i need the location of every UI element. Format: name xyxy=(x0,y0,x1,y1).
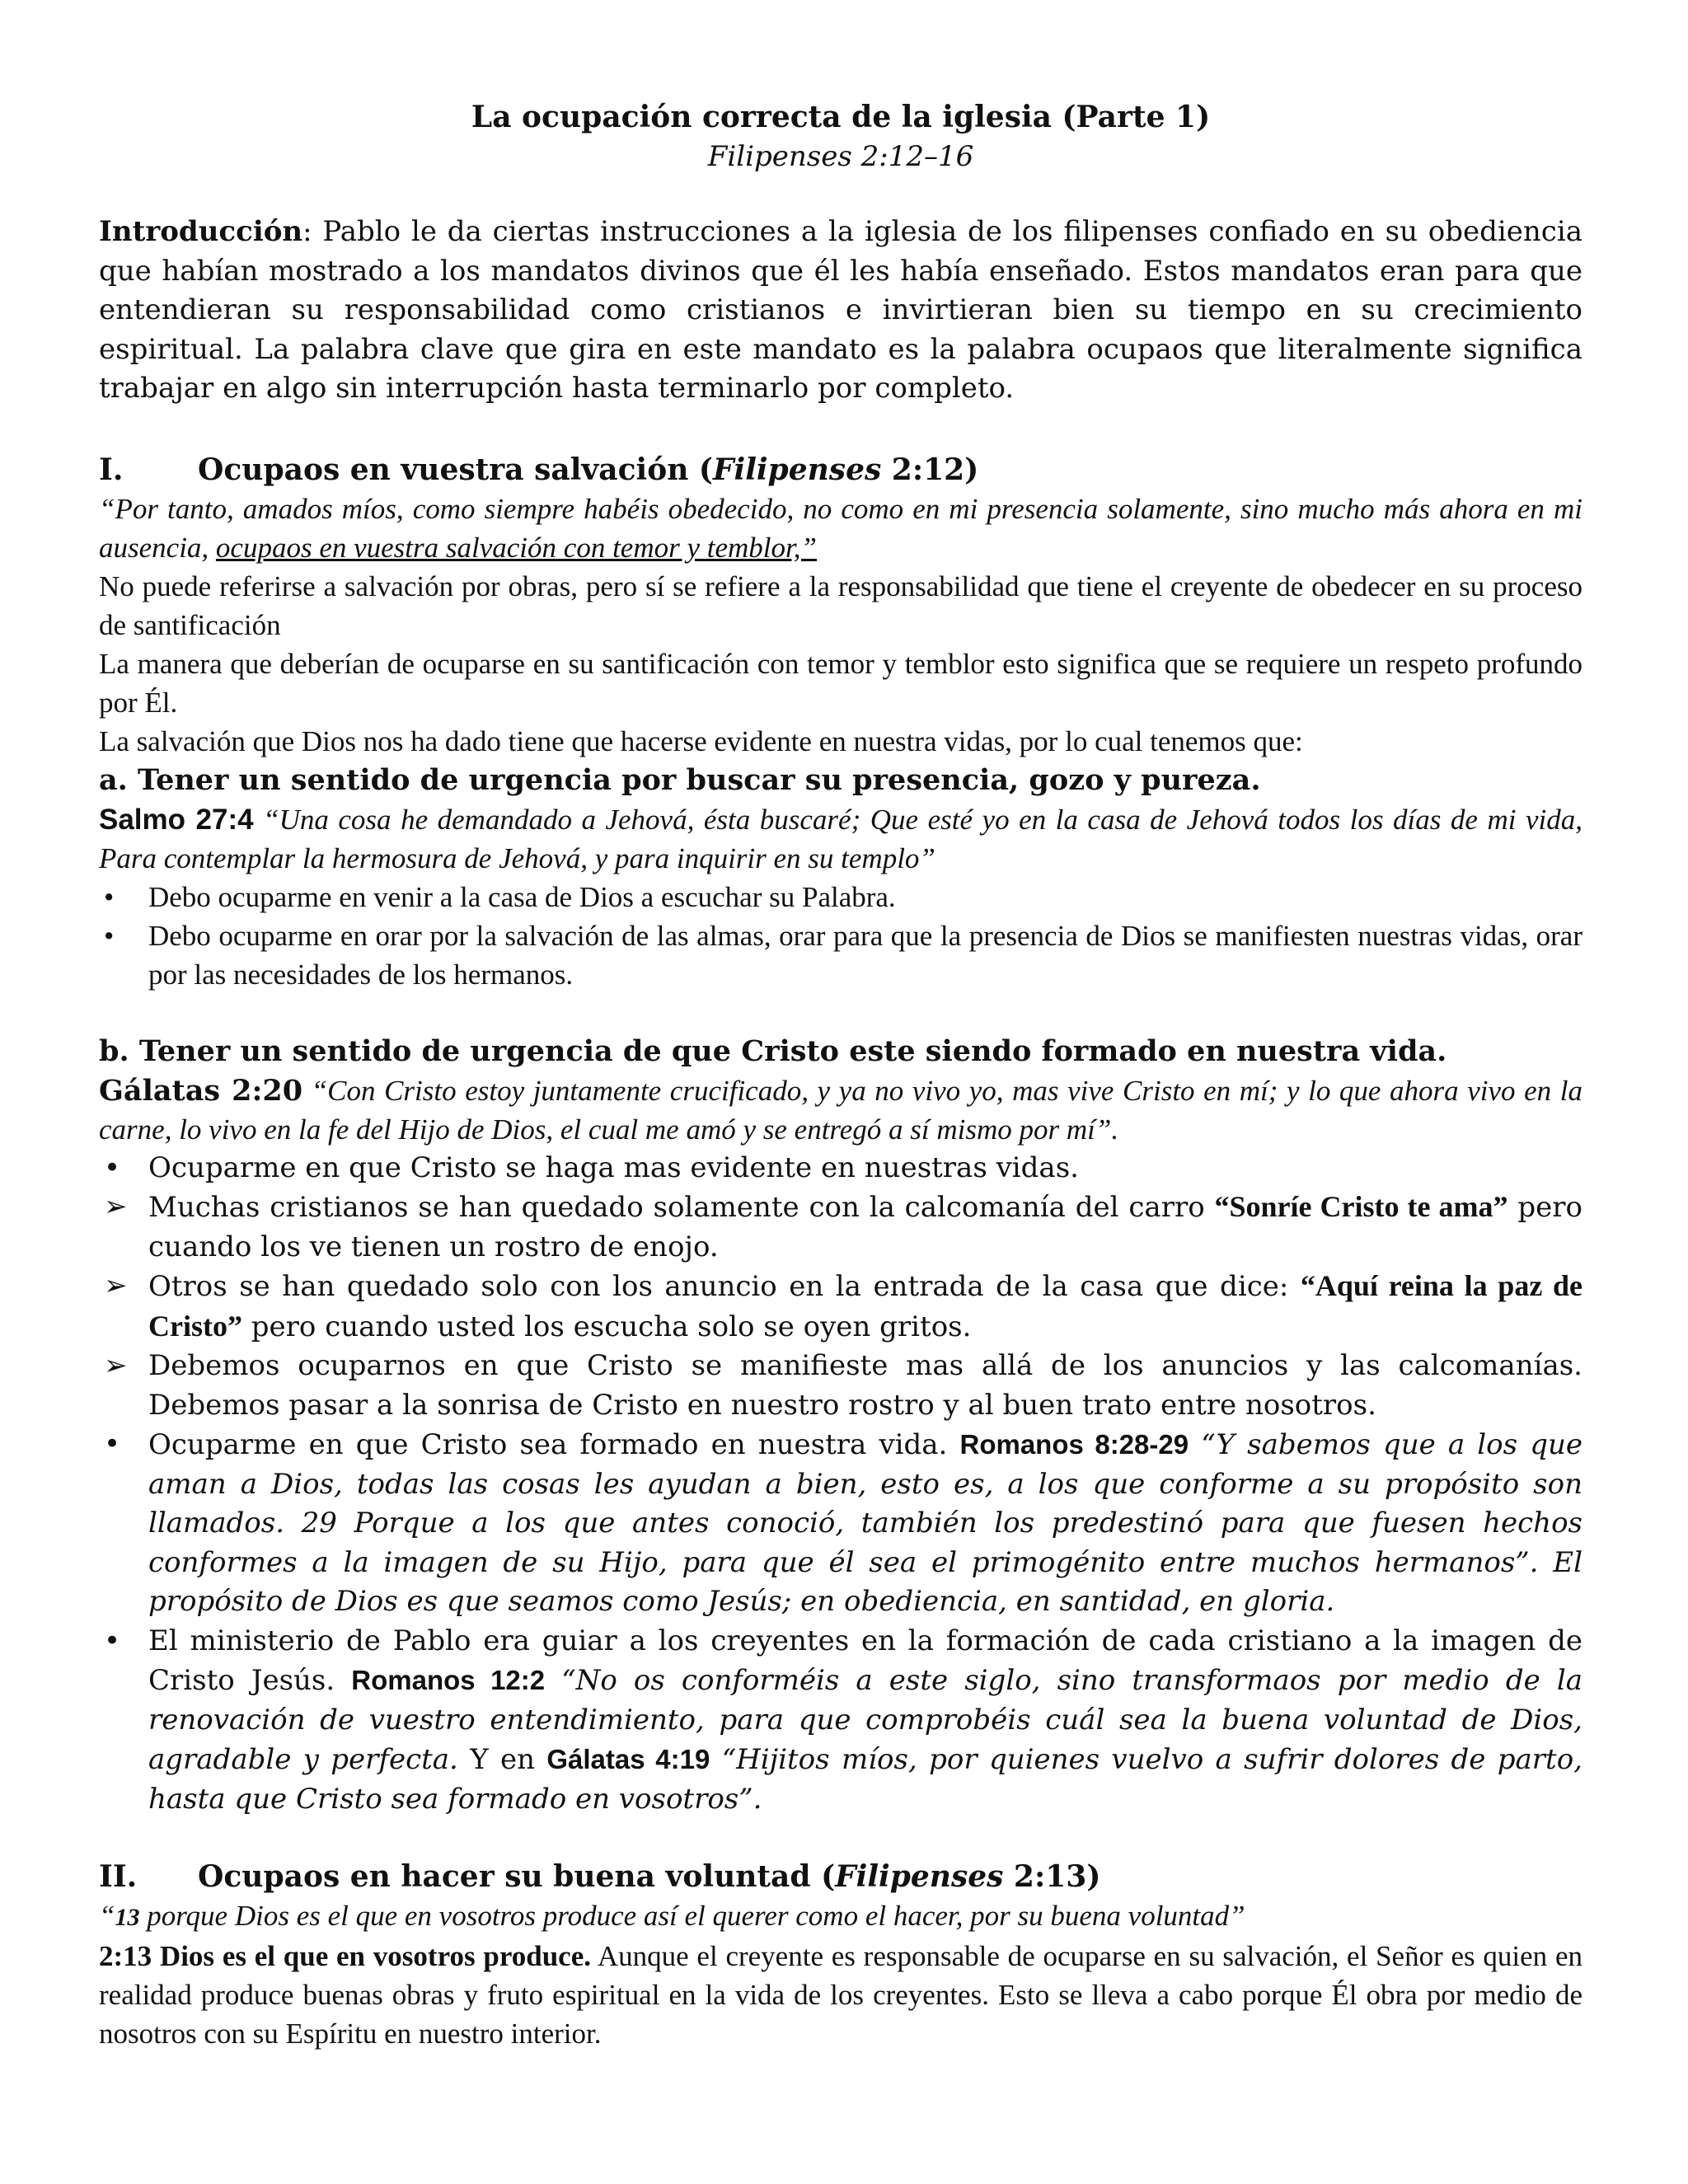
romanos-quote: “Y sabemos que a los que aman a Dios, todas las cosas les ayudan a bien, esto es, a los que conforme a su propósito son llamados. 29 Porque a los que antes conoció, también los predestinó para que fuesen hechos conformes a la imagen de su Hijo, para que él sea el primogénito entre muchos hermanos”. El propósito de Dios es que seamos como Jesús; en obediencia, en santidad, en gloria. xyxy=(148,1428,1583,1618)
section-1-quote-underlined: ocupaos en vuestra salvación con temor y temblor,” xyxy=(215,531,817,564)
bullet-icon: • xyxy=(104,1151,121,1184)
list-item xyxy=(99,1622,1582,1820)
galatas-quote: “Con Cristo estoy juntamente crucificado, y ya no vivo yo, mas vive Cristo en mí; y lo que ahora vivo en la carne, lo vivo en la fe del Hijo de Dios, el cual me amó y se entregó a sí mismo por mí”. xyxy=(99,1074,1582,1146)
galatas-reference: Gálatas 2:20 xyxy=(99,1073,303,1108)
arrow-bullet-icon: ➢ xyxy=(104,1190,128,1223)
romanos-quote: “No os conforméis a este siglo, sino transformaos por medio de la renovación de vuestro entendimiento, para que comprobéis cuál sea la buena voluntad de Dios, agradable y perfecta. xyxy=(148,1664,1582,1776)
section-2-heading xyxy=(99,1857,1582,1896)
list-item-text: pero cuando los ve tienen un rostro de enojo. xyxy=(148,1191,1583,1263)
section-2-text: Aunque el creyente es responsable de ocuparse en su salvación, el Señor es quien en realidad produce buenas obras y fruto espiritual en la vida de los creyentes. Esto se lleva a cabo porque Él obra por medio de nosotros con su Espíritu en nuestro interior. xyxy=(99,1940,1582,2050)
introduction-label: Introducción xyxy=(99,215,303,248)
section-1-number: I. xyxy=(99,452,124,487)
section-2-number: II. xyxy=(99,1859,138,1894)
list-item-text: Ocuparme en que Cristo se haga mas evidente en nuestras vidas. xyxy=(148,1151,1079,1184)
section-1-title: Ocupaos en vuestra salvación ( xyxy=(198,452,713,487)
subsection-b-reference xyxy=(99,1071,1582,1149)
bullet-icon: • xyxy=(104,919,115,952)
arrow-bullet-icon: ➢ xyxy=(104,1349,128,1382)
subsection-a-list xyxy=(99,878,1582,994)
list-item xyxy=(99,1425,1582,1622)
list-item-text: El ministerio de Pablo era guiar a los creyentes en la formación de cada cristiano a la imagen de Cristo Jesús. xyxy=(148,1624,1582,1697)
salmo-reference: Salmo 27:4 xyxy=(99,803,254,836)
document-subtitle: Filipenses 2:12–16 xyxy=(707,140,974,173)
bullet-icon: • xyxy=(104,880,115,913)
section-1-ref: 2:12) xyxy=(881,452,979,487)
list-item-text: Debemos ocuparnos en que Cristo se manifieste mas allá de los anuncios y las calcomanías. Debemos pasar a la sonrisa de Cristo en nuestro rostro y al buen trato entre nosotros. xyxy=(148,1349,1582,1422)
subsection-b-heading: b. Tener un sentido de urgencia de que Cristo este siendo formado en nuestra vida. xyxy=(99,1033,1447,1068)
document-title: La ocupación correcta de la iglesia (Parte 1) xyxy=(471,100,1211,134)
bold-phrase: “Aquí reina la paz de Cristo” xyxy=(148,1269,1582,1343)
section-1-paragraph-1: No puede referirse a salvación por obras, pero sí se refiere a la responsabilidad que tiene el creyente de obedecer en su proceso de santificación xyxy=(99,569,1582,641)
galatas-reference: Gálatas 4:19 xyxy=(546,1744,710,1774)
section-2-quote-text: porque Dios es el que en vosotros produce así el querer como el hacer, por su buena voluntad” xyxy=(139,1900,1245,1932)
list-item xyxy=(99,878,1582,916)
list-item xyxy=(99,1347,1582,1425)
list-item-text: Debo ocuparme en venir a la casa de Dios a escuchar su Palabra. xyxy=(148,880,896,913)
salmo-quote: “Una cosa he demandado a Jehová, ésta buscaré; Que esté yo en la casa de Jehová todos los días de mi vida, Para contemplar la hermosura de Jehová, y para inquirir en su templo” xyxy=(99,803,1582,874)
quote-mark: “ xyxy=(99,1900,115,1932)
bold-phrase: “Sonríe Cristo te ama” xyxy=(1214,1190,1508,1223)
list-item xyxy=(99,1188,1582,1267)
section-2-paragraph xyxy=(99,1937,1582,2053)
section-1-quote-text: “Por tanto, amados míos, como siempre habéis obedecido, no como en mi presencia solamente, sino mucho más ahora en mi ausencia, xyxy=(99,492,1582,564)
verse-number: 13 xyxy=(115,1904,140,1931)
bullet-icon: • xyxy=(104,1427,121,1460)
list-item-text: Muchas cristianos se han quedado solamente con la calcomanía del carro xyxy=(148,1191,1215,1224)
subsection-a-heading: a. Tener un sentido de urgencia por buscar su presencia, gozo y pureza. xyxy=(99,762,1261,797)
document-page xyxy=(99,97,1582,2053)
section-1-paragraph-3: La salvación que Dios nos ha dado tiene que hacerse evidente en nuestra vidas, por lo cual tenemos que: xyxy=(99,724,1303,757)
galatas-quote: “Hijitos míos, por quienes vuelvo a sufrir dolores de parto, hasta que Cristo sea formado en vosotros”. xyxy=(148,1743,1582,1816)
list-item-text: Debo ocuparme en orar por la salvación de las almas, orar para que la presencia de Dios se manifiesten nuestras vidas, orar por las necesidades de los hermanos. xyxy=(148,919,1582,991)
subsection-b-list xyxy=(99,1149,1582,1820)
list-item-text: Ocuparme en que Cristo sea formado en nuestra vida. xyxy=(148,1428,960,1461)
list-item xyxy=(99,1267,1582,1347)
section-2-quote xyxy=(99,1896,1582,1937)
section-2-lead: 2:13 Dios es el que en vosotros produce. xyxy=(99,1940,591,1972)
section-2-book: Filipenses xyxy=(835,1859,1004,1894)
section-1-book: Filipenses xyxy=(712,452,882,487)
section-2-title: Ocupaos en hacer su buena voluntad ( xyxy=(198,1859,836,1894)
list-item-text: pero cuando usted los escucha solo se oyen gritos. xyxy=(241,1310,972,1343)
list-item-text: Y en xyxy=(457,1743,547,1776)
section-1-heading xyxy=(99,450,1582,490)
introduction-text: : Pablo le da ciertas instrucciones a la iglesia de los filipenses confiado en su obediencia que habían mostrado a los mandatos divinos que él les había enseñado. Estos mandatos eran para que entendieran su responsabilidad como cristianos e invirtieran bien su tiempo en su crecimiento espiritual. La palabra clave que gira en este mandato es la palabra ocupaos que literalmente significa trabajar en algo sin interrupción hasta terminarlo por completo. xyxy=(99,215,1582,405)
list-item xyxy=(99,916,1582,994)
romanos-reference: Romanos 8:28-29 xyxy=(959,1429,1189,1460)
bullet-icon: • xyxy=(104,1624,121,1657)
subsection-a-reference xyxy=(99,800,1582,878)
list-item xyxy=(99,1149,1582,1188)
list-item-text: Otros se han quedado solo con los anuncio en la entrada de la casa que dice: xyxy=(148,1270,1301,1303)
section-1-paragraph-2: La manera que deberían de ocuparse en su santificación con temor y temblor esto significa que se requiere un respeto profundo por Él. xyxy=(99,647,1582,719)
introduction-paragraph xyxy=(99,213,1582,409)
romanos-reference: Romanos 12:2 xyxy=(351,1665,546,1695)
section-1-quote xyxy=(99,490,1582,567)
section-2-ref: 2:13) xyxy=(1003,1859,1101,1894)
arrow-bullet-icon: ➢ xyxy=(104,1269,128,1302)
